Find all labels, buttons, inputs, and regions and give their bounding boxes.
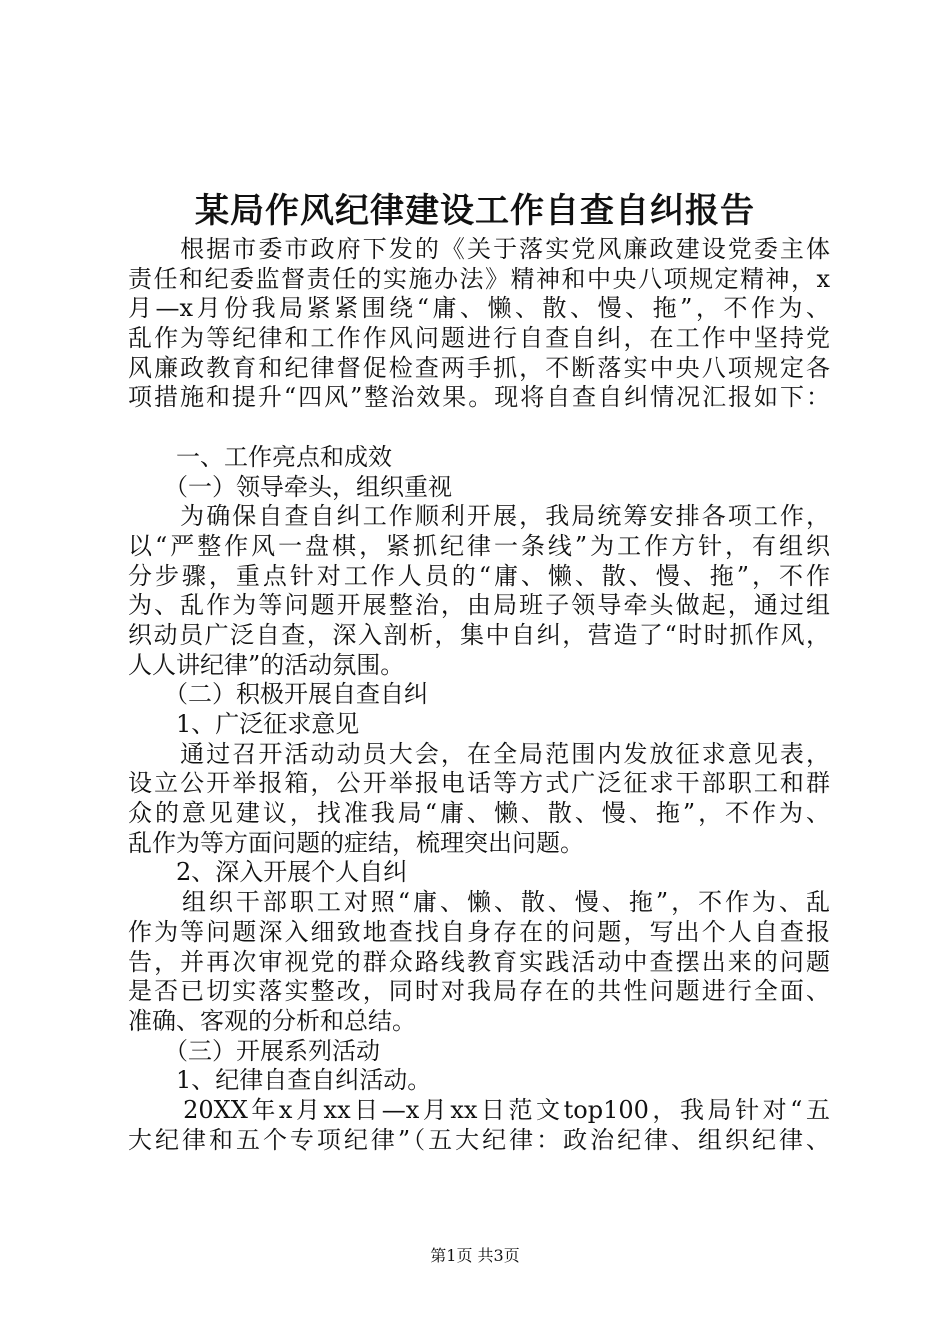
text-line: 设立公开举报箱，公开举报电话等方式广泛征求干部职工和群 [128,769,830,798]
text-line: （二）积极开展自查自纠 [128,680,428,709]
document-title: 某局作风纪律建设工作自查自纠报告 [195,191,755,231]
text-line: 为、乱作为等问题开展整治，由局班子领导牵头做起，通过组 [128,591,830,620]
text-line: 为确保自查自纠工作顺利开展，我局统筹安排各项工作， [128,502,830,531]
text-line: 根据市委市政府下发的《关于落实党风廉政建设党委主体 [128,235,830,263]
text-line: 以“严整作风一盘棋，紧抓纪律一条线”为工作方针，有组织 [128,531,830,560]
text-line: 分步骤，重点针对工作人员的“庸、懒、散、慢、拖”，不作 [128,561,830,590]
page-footer: 第1页 共3页 [430,1246,520,1265]
document-body [128,235,830,1155]
text-line: 乱作为等纪律和工作作风问题进行自查自纠，在工作中坚持党 [128,324,830,353]
text-line: 人人讲纪律”的活动氛围。 [128,650,405,679]
text-line: 告，并再次审视党的群众路线教育实践活动中查摆出来的问题 [128,947,830,976]
text-line: 众的意见建议，找准我局“庸、懒、散、慢、拖”，不作为、 [128,799,830,828]
text-line: 大纪律和五个专项纪律”（五大纪律：政治纪律、组织纪律、 [128,1125,830,1154]
text-line: 作为等问题深入细致地查找自身存在的问题，写出个人自查报 [128,917,830,946]
text-line: 1、广泛征求意见 [128,710,360,738]
text-line: （一）领导牵头，组织重视 [128,472,452,501]
text-line: 风廉政教育和纪律督促检查两手抓，不断落实中央八项规定各 [128,353,830,382]
text-line: 通过召开活动动员大会，在全局范围内发放征求意见表， [128,739,830,768]
text-line: 一、工作亮点和成效 [128,442,392,471]
text-line: 项措施和提升“四风”整治效果。现将自查自纠情况汇报如下： [128,383,830,412]
text-line: （三）开展系列活动 [128,1036,380,1065]
text-line: 2、深入开展个人自纠 [128,858,408,887]
text-line: 1、纪律自查自纠活动。 [128,1066,432,1095]
text-line: 月—x月份我局紧紧围绕“庸、懒、散、慢、拖”，不作为、 [128,294,830,323]
text-line: 是否已切实落实整改，同时对我局存在的共性问题进行全面、 [128,977,830,1006]
text-line: 乱作为等方面问题的症结，梳理突出问题。 [128,828,584,857]
text-line: 20XX年x月xx日—x月xx日范文top100，我局针对“五 [128,1095,830,1124]
text-line: 准确、客观的分析和总结。 [128,1006,416,1035]
text-line [128,413,830,443]
text-line: 织动员广泛自查，深入剖析，集中自纠，营造了“时时抓作风， [128,620,830,649]
text-line: 责任和纪委监督责任的实施办法》精神和中央八项规定精神，x [128,264,830,293]
text-line: 组织干部职工对照“庸、懒、散、慢、拖”，不作为、乱 [128,888,830,917]
